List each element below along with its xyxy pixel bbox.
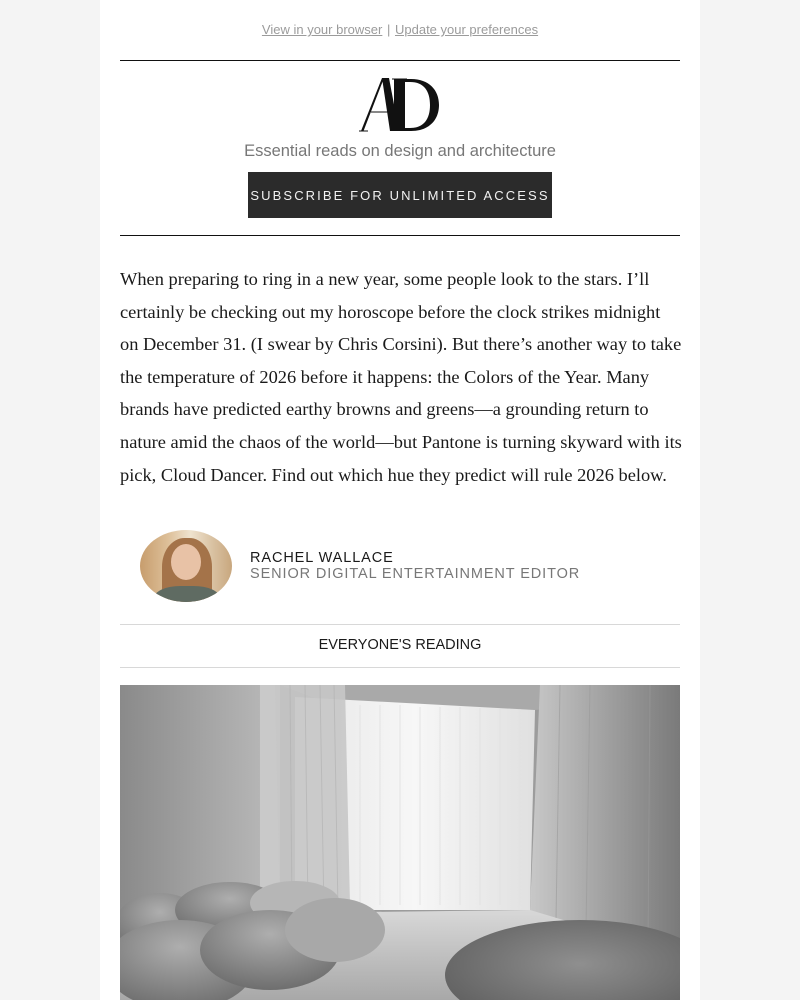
hero-image-illustration — [120, 685, 680, 1000]
tagline: Essential reads on design and architecture — [244, 142, 556, 160]
hero-image[interactable] — [120, 685, 680, 1000]
header-bottom-divider — [120, 235, 680, 236]
view-in-browser-link[interactable]: View in your browser — [261, 22, 383, 37]
section-heading: EVERYONE'S READING — [318, 637, 482, 653]
section-bottom-divider — [120, 667, 680, 668]
ad-logo[interactable] — [100, 76, 700, 136]
subscribe-button[interactable]: SUBSCRIBE FOR UNLIMITED ACCESS — [248, 172, 552, 218]
email-container — [100, 0, 700, 1000]
header-top-divider — [120, 60, 680, 61]
update-preferences-link[interactable]: Update your preferences — [394, 22, 539, 37]
author-title: SENIOR DIGITAL ENTERTAINMENT EDITOR — [250, 566, 581, 582]
intro-paragraph: When preparing to ring in a new year, some people look to the stars. I’ll certainly be checking out my horoscope before the clock strikes midnight on December 31. (I swear by Chris Corsini). But there’s another way to take the temperature of 2026 before it happens: the Colors of the Year. Many brands have predicted earthy browns and greens—a grounding return to nature amid the chaos of the world—but Pantone is turning skyward with its pick, Cloud Dancer. Find out which hue they predict will rule 2026 below. — [120, 269, 682, 485]
section-top-divider — [120, 624, 680, 625]
author-avatar — [140, 530, 232, 602]
author-byline — [140, 530, 580, 602]
ad-logo-icon — [359, 76, 441, 132]
preheader-separator: | — [386, 22, 391, 37]
preheader — [100, 22, 700, 37]
author-name: RACHEL WALLACE — [250, 550, 394, 566]
